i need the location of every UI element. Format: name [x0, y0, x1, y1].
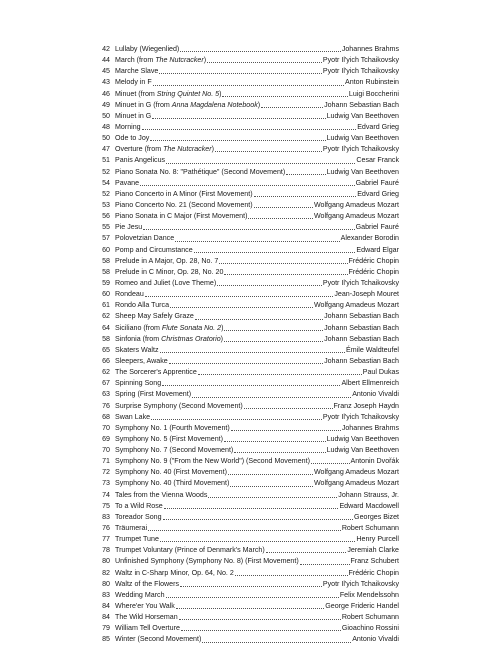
- dot-leader: [180, 51, 341, 52]
- dot-leader: [217, 285, 322, 286]
- dot-leader: [192, 397, 351, 398]
- toc-entry: [96, 66, 399, 77]
- page-number: 46: [102, 89, 110, 98]
- composer-name: Edvard Grieg: [357, 122, 399, 131]
- composer-name: Anton Rubinstein: [344, 78, 399, 87]
- piece-title: Piano Sonata in C Major (First Movement): [115, 212, 248, 221]
- composer-name: Albert Ellmenreich: [341, 379, 399, 388]
- composer-name: Gioachino Rossini: [341, 624, 399, 633]
- dot-leader: [148, 530, 341, 531]
- page-number: 70: [102, 423, 110, 432]
- page-number: 56: [102, 212, 110, 221]
- toc-entry: [96, 222, 399, 233]
- page-number: 76: [102, 401, 110, 410]
- composer-name: Wolfgang Amadeus Mozart: [313, 479, 399, 488]
- toc-entry: [96, 289, 399, 300]
- dot-leader: [194, 252, 356, 253]
- page-number: 60: [102, 290, 110, 299]
- piece-title: The Sorcerer's Apprentice: [115, 368, 197, 377]
- page-number: 48: [102, 122, 110, 131]
- page-number: 50: [102, 134, 110, 143]
- composer-name: Gabriel Fauré: [355, 223, 399, 232]
- toc-entry: [96, 612, 399, 623]
- toc-entry: [96, 77, 399, 88]
- page-number: 84: [102, 613, 110, 622]
- piece-title: Symphony No. 9 ("From the New World") (Second Movement): [115, 457, 310, 466]
- piece-title: Marche Slave: [115, 67, 159, 76]
- dot-leader: [180, 586, 322, 587]
- dot-leader: [166, 163, 355, 164]
- page-number: 63: [102, 390, 110, 399]
- dot-leader: [160, 352, 346, 353]
- piece-title: Sheep May Safely Graze: [115, 312, 194, 321]
- toc-entry: [96, 389, 399, 400]
- piece-title: Wedding March: [115, 590, 165, 599]
- composer-name: Frédéric Chopin: [348, 256, 399, 265]
- dot-leader: [254, 207, 313, 208]
- composer-name: Antonio Vivaldi: [352, 635, 399, 644]
- composer-name: Jeremiah Clarke: [347, 546, 399, 555]
- composer-name: Gabriel Fauré: [355, 178, 399, 187]
- piece-title: Symphony No. 40 (First Movement): [115, 468, 227, 477]
- piece-title: Pavane: [115, 178, 140, 187]
- page-number: 80: [102, 557, 110, 566]
- piece-title: Trumpet Voluntary (Prince of Denmark's March): [115, 546, 265, 555]
- composer-name: George Frideric Handel: [325, 602, 399, 611]
- toc-entry: [96, 233, 399, 244]
- page-number: 62: [102, 368, 110, 377]
- composer-name: Pyotr Il'yich Tchaikovsky: [322, 56, 399, 65]
- page-number: 42: [102, 45, 110, 53]
- composer-name: Frédéric Chopin: [348, 267, 399, 276]
- composer-name: Johannes Brahms: [341, 423, 399, 432]
- composer-name: Pyotr Il'yich Tchaikovsky: [322, 67, 399, 76]
- piece-title: Toreador Song: [115, 512, 162, 521]
- dot-leader: [181, 630, 341, 631]
- page-number: 55: [102, 223, 110, 232]
- page-number: 83: [102, 512, 110, 521]
- composer-name: Johann Sebastian Bach: [324, 100, 399, 109]
- page-number: 62: [102, 312, 110, 321]
- piece-title: Panis Angelicus: [115, 156, 166, 165]
- toc-entry: [96, 545, 399, 556]
- page-number: 68: [102, 412, 110, 421]
- table-of-contents: [96, 44, 399, 646]
- composer-name: Alexander Borodin: [340, 234, 399, 243]
- toc-entry: [96, 579, 399, 590]
- toc-entry: [96, 634, 399, 645]
- toc-entry: [96, 55, 399, 66]
- dot-leader: [224, 341, 323, 342]
- dot-leader: [219, 263, 347, 264]
- piece-title: Lullaby (Wiegenlied): [115, 45, 180, 53]
- composer-name: Cesar Franck: [356, 156, 399, 165]
- toc-entry: [96, 334, 399, 345]
- page-number: 50: [102, 111, 110, 120]
- piece-title: Symphony No. 1 (Fourth Movement): [115, 423, 230, 432]
- dot-leader: [159, 73, 321, 74]
- toc-entry: [96, 178, 399, 189]
- composer-name: Henry Purcell: [356, 535, 399, 544]
- piece-title: Polovetzian Dance: [115, 234, 175, 243]
- page-number: 70: [102, 446, 110, 455]
- dot-leader: [169, 363, 323, 364]
- toc-entry: [96, 467, 399, 478]
- piece-title: Winter (Second Movement): [115, 635, 202, 644]
- dot-leader: [311, 463, 350, 464]
- page-number: 69: [102, 434, 110, 443]
- dot-leader: [176, 608, 324, 609]
- piece-title: Rondo Alla Turca: [115, 301, 170, 310]
- page-number: 82: [102, 568, 110, 577]
- toc-entry: [96, 211, 399, 222]
- dot-leader: [261, 107, 323, 108]
- piece-title: Träumerai: [115, 524, 148, 533]
- dot-leader: [150, 140, 325, 141]
- piece-title: Minuet in G: [115, 111, 152, 120]
- dot-leader: [244, 408, 333, 409]
- composer-name: Johann Sebastian Bach: [324, 356, 399, 365]
- piece-title: Romeo and Juliet (Love Theme): [115, 278, 217, 287]
- page-number: 66: [102, 356, 110, 365]
- toc-entry: [96, 434, 399, 445]
- composer-name: Pyotr Il'yich Tchaikovsky: [322, 412, 399, 421]
- piece-title: Symphony No. 5 (First Movement): [115, 434, 224, 443]
- page-number: 67: [102, 379, 110, 388]
- toc-entry: [96, 245, 399, 256]
- toc-entry: [96, 590, 399, 601]
- dot-leader: [224, 274, 347, 275]
- piece-title: Spinning Song: [115, 379, 162, 388]
- dot-leader: [202, 642, 351, 643]
- page-number: 58: [102, 334, 110, 343]
- piece-title: Where'er You Walk: [115, 602, 175, 611]
- page-number: 84: [102, 602, 110, 611]
- toc-entry: [96, 189, 399, 200]
- dot-leader: [145, 296, 334, 297]
- composer-name: Antonio Vivaldi: [352, 390, 399, 399]
- toc-entry: [96, 378, 399, 389]
- toc-entry: [96, 256, 399, 267]
- dot-leader: [143, 229, 354, 230]
- piece-title: Ode to Joy: [115, 134, 150, 143]
- toc-entry: [96, 401, 399, 412]
- page-number: 59: [102, 278, 110, 287]
- page-number: 61: [102, 301, 110, 310]
- toc-entry: [96, 501, 399, 512]
- piece-title: Rondeau: [115, 290, 144, 299]
- page-number: 44: [102, 56, 110, 65]
- dot-leader: [164, 508, 339, 509]
- piece-title: Skaters Waltz: [115, 345, 159, 354]
- toc-entry: [96, 478, 399, 489]
- page-number: 77: [102, 535, 110, 544]
- composer-name: Robert Schumann: [341, 613, 399, 622]
- piece-title: Minuet (from String Quintet No. 5): [115, 89, 222, 98]
- toc-entry: [96, 345, 399, 356]
- composer-name: Johann Strauss, Jr.: [338, 490, 399, 499]
- page-number: 43: [102, 78, 110, 87]
- dot-leader: [142, 129, 357, 130]
- piece-title: Symphony No. 40 (Third Movement): [115, 479, 230, 488]
- dot-leader: [163, 519, 354, 520]
- toc-entry: [96, 267, 399, 278]
- page-number: 76: [102, 524, 110, 533]
- dot-leader: [215, 151, 322, 152]
- page-number: 73: [102, 479, 110, 488]
- dot-leader: [222, 96, 347, 97]
- composer-name: Wolfgang Amadeus Mozart: [313, 301, 399, 310]
- composer-name: Robert Schumann: [341, 524, 399, 533]
- composer-name: Edward Macdowell: [339, 501, 399, 510]
- piece-title: To a Wild Rose: [115, 501, 163, 510]
- composer-name: Felix Mendelssohn: [339, 590, 399, 599]
- page-number: 75: [102, 501, 110, 510]
- composer-name: Antonin Dvořák: [350, 457, 399, 466]
- page-number: 83: [102, 590, 110, 599]
- composer-name: Pyotr Il'yich Tchaikovsky: [322, 579, 399, 588]
- piece-title: Piano Concerto No. 21 (Second Movement): [115, 200, 253, 209]
- piece-title: Pomp and Circumstance: [115, 245, 193, 254]
- toc-entry: [96, 155, 399, 166]
- dot-leader: [162, 385, 340, 386]
- toc-entry: [96, 167, 399, 178]
- piece-title: Symphony No. 7 (Second Movement): [115, 446, 234, 455]
- piece-title: Piano Concerto in A Minor (First Movement): [115, 189, 253, 198]
- dot-leader: [266, 552, 347, 553]
- toc-entry: [96, 456, 399, 467]
- composer-name: Wolfgang Amadeus Mozart: [313, 468, 399, 477]
- page-number: 71: [102, 457, 110, 466]
- composer-name: Luigi Boccherini: [348, 89, 399, 98]
- page-number: 51: [102, 156, 110, 165]
- composer-name: Ludwig Van Beethoven: [326, 434, 399, 443]
- piece-title: Minuet in G (from Anna Magdalena Notebook): [115, 100, 261, 109]
- toc-entry: [96, 278, 399, 289]
- dot-leader: [224, 330, 323, 331]
- toc-entry: [96, 556, 399, 567]
- piece-title: William Tell Overture: [115, 624, 180, 633]
- toc-entry: [96, 311, 399, 322]
- toc-entry: [96, 412, 399, 423]
- dot-leader: [286, 174, 325, 175]
- toc-entry: [96, 367, 399, 378]
- dot-leader: [170, 307, 313, 308]
- toc-entry: [96, 356, 399, 367]
- composer-name: Johann Sebastian Bach: [324, 323, 399, 332]
- page-number: 79: [102, 624, 110, 633]
- piece-title: Waltz of the Flowers: [115, 579, 179, 588]
- piece-title: Unfinished Symphony (Symphony No. 8) (First Movement): [115, 557, 299, 566]
- composer-name: Ludwig Van Beethoven: [326, 167, 399, 176]
- dot-leader: [166, 597, 339, 598]
- toc-entry: [96, 200, 399, 211]
- piece-title: March (from The Nutcracker): [115, 56, 207, 65]
- piece-title: Pie Jesu: [115, 223, 143, 232]
- piece-title: Sinfonia (from Christmas Oratorio): [115, 334, 224, 343]
- composer-name: Jean-Joseph Mouret: [334, 290, 399, 299]
- toc-entry: [96, 423, 399, 434]
- composer-name: Pyotr Il'yich Tchaikovsky: [322, 278, 399, 287]
- dot-leader: [198, 374, 362, 375]
- composer-name: Wolfgang Amadeus Mozart: [313, 212, 399, 221]
- dot-leader: [224, 441, 326, 442]
- piece-title: Sleepers, Awake: [115, 356, 168, 365]
- composer-name: Émile Waldteufel: [346, 345, 399, 354]
- piece-title: Melody in F: [115, 78, 152, 87]
- toc-entry: [96, 323, 399, 334]
- dot-leader: [195, 319, 323, 320]
- toc-entry: [96, 300, 399, 311]
- piece-title: Siciliano (from Flute Sonata No. 2): [115, 323, 224, 332]
- dot-leader: [254, 196, 357, 197]
- composer-name: Pyotr Il'yich Tchaikovsky: [322, 145, 399, 154]
- toc-entry: [96, 111, 399, 122]
- toc-entry: [96, 534, 399, 545]
- page-number: 54: [102, 178, 110, 187]
- toc-entry: [96, 133, 399, 144]
- toc-entry: [96, 122, 399, 133]
- dot-leader: [300, 564, 350, 565]
- composer-name: Ludwig Van Beethoven: [326, 111, 399, 120]
- page-number: 52: [102, 189, 110, 198]
- page-number: 78: [102, 546, 110, 555]
- piece-title: Prelude in C Minor, Op. 28, No. 20: [115, 267, 224, 276]
- piece-title: Prelude in A Major, Op. 28, No. 7: [115, 256, 219, 265]
- piece-title: Swan Lake: [115, 412, 151, 421]
- page-number: 53: [102, 200, 110, 209]
- dot-leader: [207, 62, 322, 63]
- composer-name: Edward Elgar: [356, 245, 399, 254]
- page-number: 52: [102, 167, 110, 176]
- composer-name: Johannes Brahms: [341, 45, 399, 53]
- composer-name: Franz Joseph Haydn: [333, 401, 399, 410]
- piece-title: Waltz in C-Sharp Minor, Op. 64, No. 2: [115, 568, 234, 577]
- page-number: 64: [102, 323, 110, 332]
- piece-title: Surprise Symphony (Second Movement): [115, 401, 243, 410]
- dot-leader: [234, 452, 325, 453]
- composer-name: Johann Sebastian Bach: [324, 312, 399, 321]
- page-number: 80: [102, 579, 110, 588]
- composer-name: Franz Schubert: [350, 557, 399, 566]
- composer-name: Paul Dukas: [362, 368, 399, 377]
- piece-title: Overture (from The Nutcracker): [115, 145, 214, 154]
- toc-entry: [96, 490, 399, 501]
- page-number: 58: [102, 267, 110, 276]
- dot-leader: [153, 85, 344, 86]
- toc-entry: [96, 144, 399, 155]
- page-number: 60: [102, 245, 110, 254]
- piece-title: Trumpet Tune: [115, 535, 159, 544]
- composer-name: Frédéric Chopin: [348, 568, 399, 577]
- dot-leader: [152, 118, 325, 119]
- dot-leader: [179, 619, 341, 620]
- piece-title: Tales from the Vienna Woods: [115, 490, 208, 499]
- dot-leader: [151, 419, 322, 420]
- page-number: 49: [102, 100, 110, 109]
- piece-title: Spring (First Movement): [115, 390, 192, 399]
- dot-leader: [228, 474, 313, 475]
- toc-entry: [96, 44, 399, 55]
- page-number: 74: [102, 490, 110, 499]
- page-number: 72: [102, 468, 110, 477]
- dot-leader: [230, 486, 313, 487]
- composer-name: Johann Sebastian Bach: [324, 334, 399, 343]
- toc-entry: [96, 523, 399, 534]
- toc-entry: [96, 568, 399, 579]
- dot-leader: [231, 430, 341, 431]
- piece-title: Morning: [115, 122, 141, 131]
- page-number: 57: [102, 234, 110, 243]
- piece-title: Piano Sonata No. 8: "Pathétique" (Second Movement): [115, 167, 286, 176]
- piece-title: The Wild Horseman: [115, 613, 178, 622]
- dot-leader: [235, 575, 348, 576]
- composer-name: Ludwig Van Beethoven: [326, 134, 399, 143]
- page-number: 85: [102, 635, 110, 644]
- toc-entry: [96, 601, 399, 612]
- dot-leader: [160, 541, 356, 542]
- composer-name: Georges Bizet: [354, 512, 399, 521]
- composer-name: Wolfgang Amadeus Mozart: [313, 200, 399, 209]
- page-number: 45: [102, 67, 110, 76]
- page-number: 65: [102, 345, 110, 354]
- dot-leader: [208, 497, 337, 498]
- page-number: 58: [102, 256, 110, 265]
- toc-entry: [96, 623, 399, 634]
- toc-entry: [96, 445, 399, 456]
- dot-leader: [175, 241, 339, 242]
- composer-name: Edvard Grieg: [357, 189, 399, 198]
- composer-name: Ludwig Van Beethoven: [326, 446, 399, 455]
- toc-entry: [96, 89, 399, 100]
- toc-entry: [96, 100, 399, 111]
- page-number: 47: [102, 145, 110, 154]
- dot-leader: [140, 185, 355, 186]
- toc-entry: [96, 512, 399, 523]
- dot-leader: [248, 218, 312, 219]
